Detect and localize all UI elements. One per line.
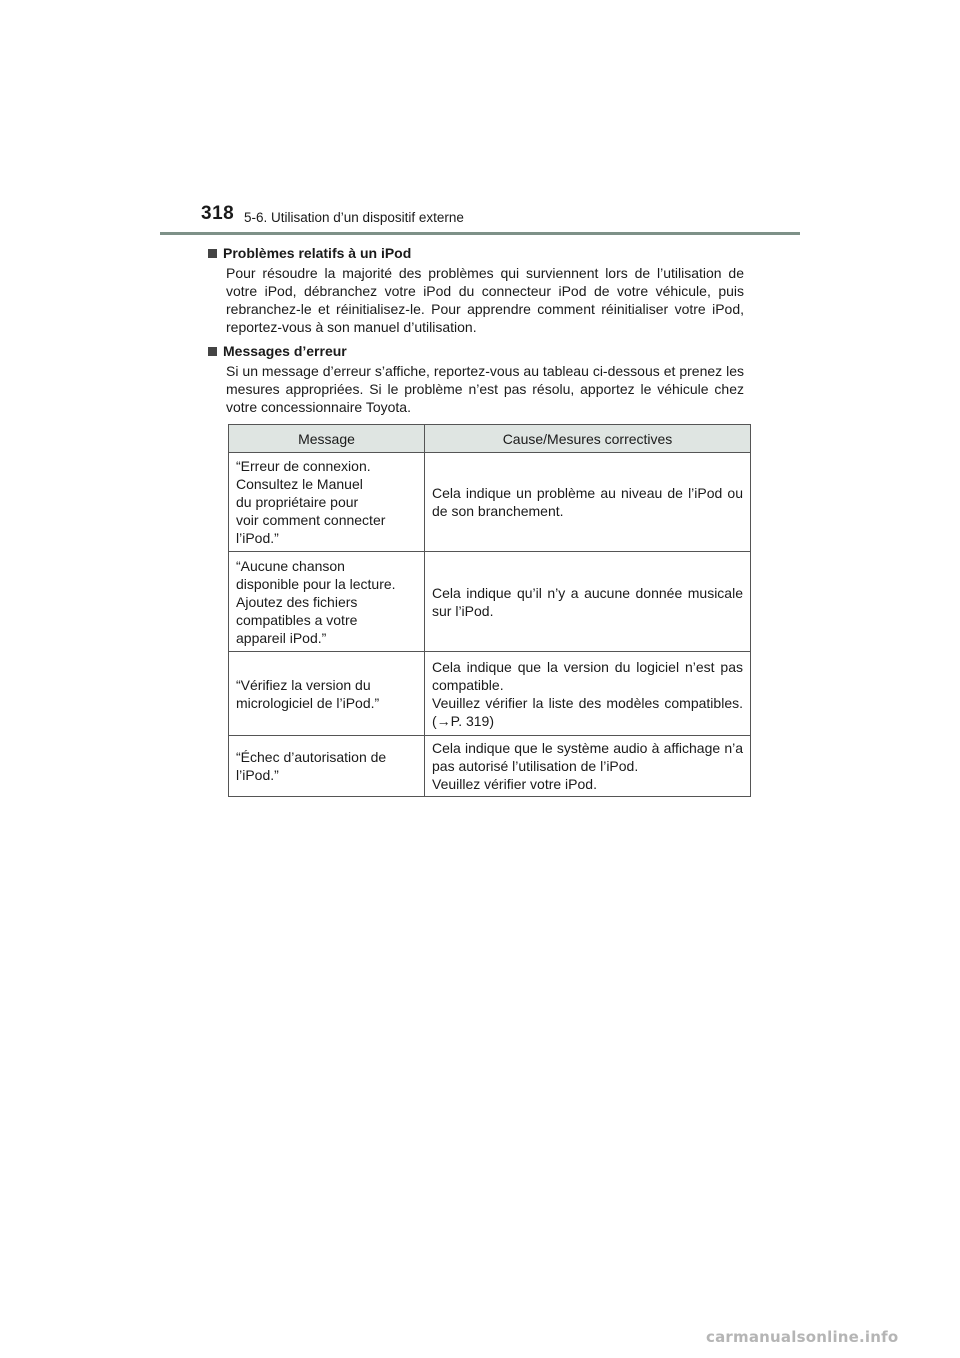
error-messages-table bbox=[228, 424, 751, 797]
table-row bbox=[229, 552, 751, 652]
section-heading-text: Problèmes relatifs à un iPod bbox=[223, 245, 412, 261]
cause-text: Cela indique un problème au niveau de l’iPod ou de son branchement. bbox=[432, 485, 743, 519]
header-rule bbox=[160, 232, 800, 235]
message-text: “Erreur de connexion. Consultez le Manuel du propriétaire pour voir comment connecter l’iPod.” bbox=[236, 458, 386, 546]
table-row bbox=[229, 736, 751, 797]
table-row bbox=[229, 652, 751, 736]
message-text: “Échec d’autorisation de l’iPod.” bbox=[236, 749, 387, 783]
content bbox=[208, 244, 748, 416]
column-header-message: Message bbox=[229, 425, 425, 453]
page-number: 318 bbox=[201, 203, 235, 224]
cause-text: Cela indique que la version du logiciel n’est pas compatible. Veuillez vérifier la liste des modèles compatibles. (→P. 319) bbox=[432, 658, 743, 729]
message-cell bbox=[229, 652, 425, 736]
section-title: 5-6. Utilisation d’un dispositif externe bbox=[244, 210, 464, 225]
column-header-cause: Cause/Mesures correctives bbox=[425, 425, 751, 453]
square-bullet-icon bbox=[208, 249, 217, 258]
cause-text: Cela indique qu’il n’y a aucune donnée musicale sur l’iPod. bbox=[432, 584, 743, 619]
cause-cell bbox=[425, 552, 751, 652]
cause-cell bbox=[425, 652, 751, 736]
message-cell bbox=[229, 552, 425, 652]
message-cell bbox=[229, 453, 425, 552]
message-cell bbox=[229, 736, 425, 797]
section-heading bbox=[208, 244, 748, 262]
cause-cell bbox=[425, 736, 751, 797]
table-header-row bbox=[229, 425, 751, 453]
message-text: “Vérifiez la version du micrologiciel de l’iPod.” bbox=[236, 676, 380, 711]
section-paragraph: Si un message d’erreur s’affiche, reportez-vous au tableau ci-dessous et prenez les mesures appropriées. Si le problème n’est pas résolu, apportez le véhicule chez votre concessionnaire Toyota. bbox=[226, 363, 744, 415]
page-header bbox=[0, 0, 960, 240]
section-paragraph: Pour résoudre la majorité des problèmes qui surviennent lors de l’utilisation de votre iPod, débranchez votre iPod du connecteur iPod de votre véhicule, puis rebranchez-le et réinitialisez-le. Pour apprendre comment réinitialiser votre iPod, reportez-vous à son manuel d’utilisation. bbox=[226, 265, 744, 335]
cause-text: Cela indique que le système audio à affichage n’a pas autorisé l’utilisation de l’iPod. Veuillez vérifier votre iPod. bbox=[432, 740, 743, 792]
cause-cell bbox=[425, 453, 751, 552]
square-bullet-icon bbox=[208, 347, 217, 356]
section-heading bbox=[208, 342, 748, 360]
watermark-logo[interactable]: carmanualsonline.info bbox=[706, 1328, 899, 1346]
section-heading-text: Messages d’erreur bbox=[223, 343, 347, 359]
table-row bbox=[229, 453, 751, 552]
message-text: “Aucune chanson disponible pour la lecture. Ajoutez des fichiers compatibles a votre appareil iPod.” bbox=[236, 557, 396, 646]
